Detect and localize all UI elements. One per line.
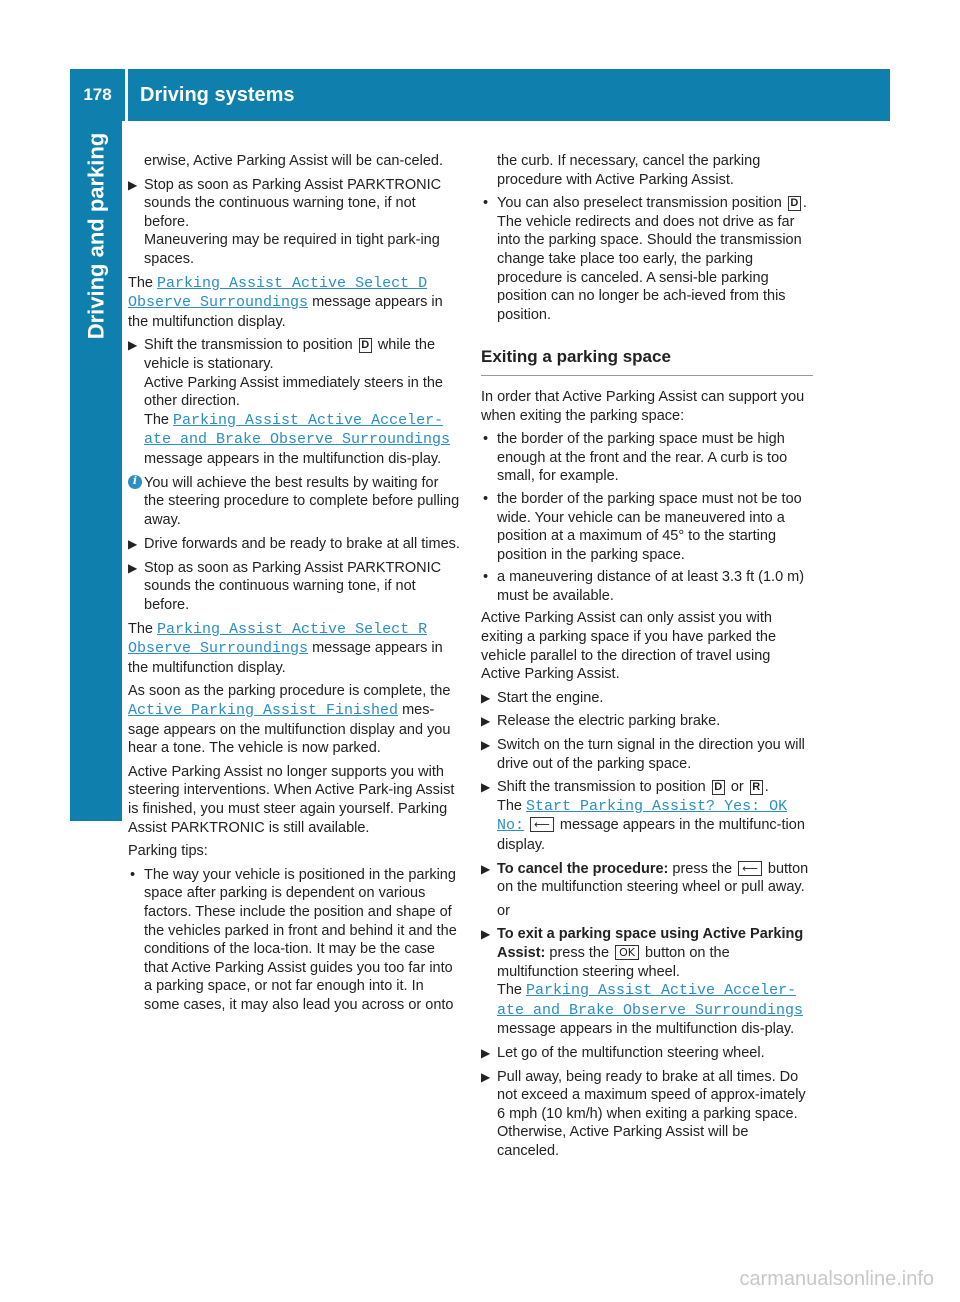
display-message: Start Parking Assist? Yes: OK No: [497,797,788,835]
step-text: press the [549,944,610,961]
step-text: Switch on the turn signal in the direction you will drive out of the parking space. [497,737,805,772]
step-note: Maneuvering may be required in tight park-ing spaces. [144,232,440,267]
chapter-tab [70,121,122,821]
instruction-step [481,778,813,854]
instruction-step [128,336,462,468]
step-text: button on the multifunction steering wheel or pull away. [497,860,809,896]
step-text: Release the electric parking brake. [497,713,721,730]
page-header [70,69,890,121]
instruction-step [481,689,813,708]
step-text: Stop as soon as Parking Assist PARKTRONIC sounds the continuous warning tone, if not before. [144,559,442,614]
instruction-step [481,860,813,897]
step-text: press the [672,860,733,877]
step-text: Shift the transmission to position [144,337,353,354]
display-message: Active Parking Assist Finished [128,702,399,720]
text: message appears in the multifunction display. [128,640,443,676]
message-paragraph [128,620,462,678]
bullet-text: the border of the parking space must be high enough at the front and the rear. A curb is too small, for example. [497,431,788,485]
step-note: Active Parking Assist immediately steers in the other direction. [144,374,443,410]
text: The [144,411,169,428]
bullet-item [481,194,813,324]
left-column [128,152,462,1019]
instruction-step [481,1044,813,1063]
gear-d-icon: D [712,780,725,795]
bullet-icon: • [130,866,136,883]
header-divider [125,69,128,121]
message-paragraph [128,682,462,757]
instruction-step [128,559,462,615]
step-arrow-icon: ▶ [481,861,491,876]
continued-text: erwise, Active Parking Assist will be can-celed. [144,153,443,169]
step-arrow-icon: ▶ [481,1069,491,1084]
display-message: Parking Assist Active Acceler-ate and Brake Observe Surroundings [144,411,451,449]
right-column [481,152,813,1166]
instruction-step [481,736,813,773]
instruction-step [481,925,813,1039]
bullet-icon: • [483,569,489,586]
gear-d-icon: D [788,196,801,211]
step-text: Start the engine. [497,689,604,706]
text: message appears in the multifunc-tion display. [497,817,805,853]
section-title: Driving systems [140,83,295,106]
step-text: Drive forwards and be ready to brake at all times. [144,536,460,553]
text: The [497,982,522,999]
continued-text: the curb. If necessary, cancel the parking procedure with Active Parking Assist. [497,153,761,188]
section-heading: Exiting a parking space [481,348,813,376]
back-button-icon: ⟵ [530,817,554,832]
step-arrow-icon: ▶ [128,560,138,575]
gear-d-icon: D [359,338,372,353]
info-note [128,474,462,530]
step-text: Let go of the multifunction steering wheel. [497,1044,765,1061]
step-arrow-icon: ▶ [481,1045,491,1060]
paragraph: Parking tips: [128,843,208,860]
text: message appears in the multifunction dis-play. [144,450,442,467]
step-arrow-icon: ▶ [128,177,138,192]
instruction-step [128,535,462,554]
paragraph: Active Parking Assist can only assist you with exiting a parking space if you have parked the vehicle parallel to the direction of travel using Active Parking Assist. [481,610,777,683]
step-arrow-icon: ▶ [128,537,138,552]
chapter-label-wrap [70,121,122,351]
message-paragraph [128,274,462,332]
text: The [497,797,522,814]
display-message: Parking Assist Active Select R Observe Surroundings [128,620,428,658]
paragraph: In order that Active Parking Assist can support you when exiting the parking space: [481,388,805,424]
step-text: Shift the transmission to position [497,779,706,796]
step-text: button on the multifunction steering wheel. [497,944,730,980]
chapter-label: Driving and parking [83,132,108,340]
bullet-icon: • [483,195,489,212]
bullet-item [481,568,813,605]
step-arrow-icon: ▶ [481,738,491,753]
step-arrow-icon: ▶ [128,338,138,353]
text: message appears in the multifunction dis-play. [497,1021,795,1038]
step-arrow-icon: ▶ [481,714,491,729]
or-separator: or [497,902,510,919]
text: The [128,620,153,637]
bullet-text: You can also preselect transmission position [497,195,782,212]
bullet-item [481,490,813,564]
text: mes-sage appears on the multifunction display and you hear a tone. The vehicle is now parked. [128,702,451,757]
bullet-text: a maneuvering distance of at least 3.3 ft (1.0 m) must be available. [497,569,805,604]
ok-button-icon: OK [615,945,639,960]
back-button-icon: ⟵ [738,861,762,876]
instruction-step [128,176,462,269]
step-arrow-icon: ▶ [481,690,491,705]
instruction-step [481,1068,813,1161]
step-label: To exit a parking space using Active Parking Assist: [497,926,804,961]
step-arrow-icon: ▶ [481,780,491,795]
text: The [128,274,153,291]
text: As soon as the parking procedure is complete, the [128,683,451,700]
step-text: or [730,779,744,796]
bullet-text: . The vehicle redirects and does not drive as far into the parking space. Should the transmission change take place too early, the parking procedure is canceled. A sensi-ble parking position can no longer be ach-ieved from this position. [497,195,807,323]
step-text: while the vehicle is stationary. [144,337,436,372]
watermark: carmanualsonline.info [739,1268,934,1290]
display-message: Parking Assist Active Acceler-ate and Brake Observe Surroundings [497,982,804,1019]
bullet-icon: • [483,490,489,507]
bullet-text: The way your vehicle is positioned in the parking space after parking is dependent on various factors. These include the position and shape of the vehicles parked in front and behind it and the conditions of the loca-tion. It may be the case that Active Parking Assist guides you too far into a parking space, or not far enough into it. In some cases, it may also lead you across or onto [144,866,457,1013]
step-text: . [764,779,769,796]
instruction-step [481,712,813,731]
gear-r-icon: R [750,780,763,795]
bullet-text: the border of the parking space must not be too wide. Your vehicle can be maneuvered into a position at a maximum of 45° to the starting position in the parking space. [497,490,802,563]
step-text: Stop as soon as Parking Assist PARKTRONIC sounds the continuous warning tone, if not before. [144,176,442,230]
text: message appears in the multifunction display. [128,294,443,330]
paragraph: Active Parking Assist no longer supports you with steering interventions. When Active Park-ing Assist is finished, you must steer again yourself. Parking Assist PARKTRONIC is still available. [128,763,455,836]
display-message: Parking Assist Active Select D Observe Surroundings [128,274,428,312]
bullet-item [481,430,813,486]
bullet-item [128,866,462,1015]
step-label: To cancel the procedure: [497,860,669,877]
step-arrow-icon: ▶ [481,927,491,942]
page-number: 178 [83,85,112,104]
info-icon: i [128,475,142,489]
bullet-icon: • [483,431,489,448]
info-text: You will achieve the best results by waiting for the steering procedure to complete before pulling away. [144,474,460,528]
step-text: Pull away, being ready to brake at all times. Do not exceed a maximum speed of approx-imately 6 mph (10 km/h) when exiting a parking space. Otherwise, Active Parking Assist will be canceled. [497,1068,806,1159]
